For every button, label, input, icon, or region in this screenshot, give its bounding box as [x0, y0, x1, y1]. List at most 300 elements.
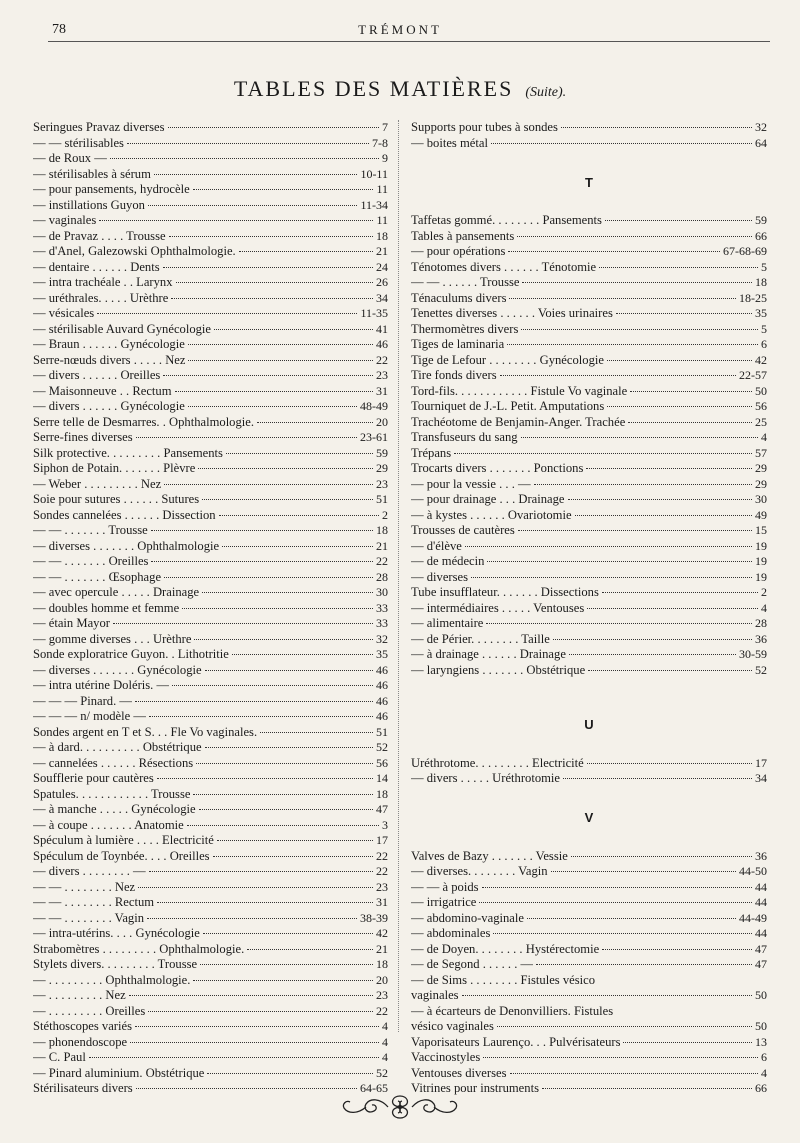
index-entry: [411, 136, 767, 152]
dot-leader: [127, 143, 369, 144]
entry-page-number: 46: [376, 693, 388, 708]
entry-page-number: 32: [755, 120, 767, 134]
dot-leader: [171, 298, 373, 299]
index-entry: [411, 415, 767, 431]
entry-page-number: 9: [382, 151, 388, 165]
entry-page-number: 4: [761, 1065, 767, 1080]
entry-label: — dentaire . . . . . . Dents: [33, 259, 160, 274]
entry-label: — Pinard aluminium. Obstétrique: [33, 1065, 205, 1080]
dot-leader: [226, 453, 373, 454]
entry-label: Sondes cannelées . . . . . . Dissection: [33, 507, 216, 522]
spacer: [411, 833, 767, 849]
dot-leader: [193, 189, 374, 190]
entry-label: — C. Paul: [33, 1050, 86, 1064]
entry-page-number: 25: [755, 414, 767, 429]
index-entry: [33, 1019, 388, 1035]
entry-label: Tord-fils. . . . . . . . . . . . Fistule Vo vaginale: [411, 383, 628, 398]
index-entry: [33, 616, 388, 632]
entry-label: — . . . . . . . . . Oreilles: [33, 1003, 146, 1018]
index-entry: [411, 477, 767, 493]
dot-leader: [517, 236, 752, 237]
entry-page-number: 17: [755, 755, 767, 770]
entry-page-number: 30-59: [739, 647, 767, 661]
index-entry: [411, 942, 767, 958]
dot-leader: [561, 127, 752, 128]
entry-page-number: 66: [755, 1081, 767, 1095]
entry-label: — diverses . . . . . . . Gynécologie: [33, 662, 202, 677]
dot-leader: [151, 530, 373, 531]
entry-page-number: 35: [376, 647, 388, 661]
entry-page-number: 47: [755, 941, 767, 956]
entry-label: — uréthrales. . . . . Urèthre: [33, 290, 169, 305]
index-entry: [411, 120, 767, 136]
index-entry: [33, 911, 388, 927]
entry-label: — d'Anel, Galezowski Ophthalmologie.: [33, 244, 236, 258]
dot-leader: [588, 670, 752, 671]
entry-page-number: 28: [755, 616, 767, 630]
dot-leader: [89, 1057, 379, 1058]
entry-label: — pour pansements, hydrocèle: [33, 182, 190, 196]
entry-label: — instillations Guyon: [33, 197, 145, 212]
entry-page-number: 6: [761, 337, 767, 351]
index-entry: [411, 446, 767, 462]
dot-leader: [607, 360, 752, 361]
index-entry: [411, 880, 767, 896]
index-entry: [33, 461, 388, 477]
entry-page-number: 7-8: [372, 135, 388, 150]
entry-page-number: 10-11: [360, 166, 388, 181]
dot-leader: [97, 313, 357, 314]
entry-label: Supports pour tubes à sondes: [411, 120, 558, 134]
index-entry: [411, 756, 767, 772]
dot-leader: [163, 375, 373, 376]
entry-page-number: 23: [376, 879, 388, 894]
dot-leader: [465, 546, 752, 547]
entry-page-number: 23: [376, 368, 388, 382]
entry-page-number: 21: [376, 538, 388, 553]
entry-label: — — . . . . . . . . Nez: [33, 879, 136, 894]
entry-label: — alimentaire: [411, 616, 484, 630]
dot-leader: [487, 561, 752, 562]
dot-leader: [518, 530, 752, 531]
section-letter: V: [584, 810, 594, 825]
index-entry: [33, 864, 388, 880]
dot-leader: [113, 623, 373, 624]
dot-leader: [507, 344, 758, 345]
entry-label: — vésicales: [33, 306, 95, 320]
entry-page-number: 18: [376, 523, 388, 537]
entry-page-number: 2: [761, 585, 767, 599]
entry-label: — Weber . . . . . . . . . Nez: [33, 476, 162, 491]
entry-page-number: 11-34: [360, 197, 388, 212]
entry-label: — . . . . . . . . . Nez: [33, 988, 126, 1002]
dot-leader: [136, 1088, 357, 1089]
dot-leader: [605, 220, 752, 221]
dot-leader: [202, 592, 373, 593]
index-entry: [411, 926, 767, 942]
entry-page-number: 51: [376, 492, 388, 506]
dot-leader: [527, 918, 736, 919]
dot-leader: [182, 608, 373, 609]
dot-leader: [188, 360, 373, 361]
entry-page-number: 21: [376, 244, 388, 258]
entry-page-number: 44-49: [739, 910, 767, 925]
entry-label: — — . . . . . . . . Vagin: [33, 910, 145, 925]
entry-page-number: 3: [382, 817, 388, 832]
entry-page-number: 66: [755, 228, 767, 243]
entry-label: Stérilisateurs divers: [33, 1081, 133, 1095]
index-entry: [411, 973, 767, 989]
entry-label: — divers . . . . . . . . —: [33, 864, 146, 878]
dot-leader: [247, 949, 373, 950]
index-entry: [411, 601, 767, 617]
spacer: [411, 678, 767, 709]
dot-leader: [175, 391, 373, 392]
entry-label: — de Doyen. . . . . . . . Hystérectomie: [411, 941, 600, 956]
entry-label: Soie pour sutures . . . . . . Sutures: [33, 492, 200, 506]
spacer: [411, 740, 767, 756]
dot-leader: [628, 422, 752, 423]
index-entry: [411, 353, 767, 369]
entry-label: — — — Pinard. —: [33, 693, 132, 708]
index-entry: [33, 632, 388, 648]
index-entry: [411, 275, 767, 291]
index-entry: [411, 864, 767, 880]
index-entry: [411, 1004, 767, 1020]
entry-page-number: 35: [755, 306, 767, 320]
entry-page-number: 18-25: [739, 290, 767, 305]
entry-label: Tables à pansements: [411, 228, 515, 243]
entry-label: Ténotomes divers . . . . . . Ténotomie: [411, 259, 597, 274]
index-entry: [411, 508, 767, 524]
entry-page-number: 20: [376, 414, 388, 429]
dot-leader: [222, 546, 373, 547]
dot-leader: [200, 964, 373, 965]
entry-label: Taffetas gommé. . . . . . . . Pansements: [411, 213, 602, 227]
dot-leader: [563, 778, 752, 779]
dot-leader: [202, 499, 373, 500]
index-entry: [33, 957, 388, 973]
dot-leader: [553, 639, 752, 640]
entry-page-number: 33: [376, 616, 388, 630]
index-entry: [33, 399, 388, 415]
entry-label: — pour drainage . . . Drainage: [411, 492, 565, 506]
entry-label: — à dard. . . . . . . . . . Obstétrique: [33, 740, 202, 754]
entry-label: Ténaculums divers: [411, 290, 507, 305]
entry-label: — de Périer. . . . . . . . Taille: [411, 631, 550, 646]
entry-label: — Braun . . . . . . Gynécologie: [33, 337, 185, 351]
index-entry: [411, 337, 767, 353]
entry-page-number: 22: [376, 1003, 388, 1018]
index-entry: [33, 849, 388, 865]
index-entry: [33, 151, 388, 167]
entry-label: — de médecin: [411, 554, 485, 568]
dot-leader: [623, 1042, 752, 1043]
entry-page-number: 41: [376, 321, 388, 336]
index-entry: [33, 229, 388, 245]
dot-leader: [219, 515, 379, 516]
entry-label: Vaporisateurs Laurenço. . . Pulvérisateurs: [411, 1034, 621, 1049]
entry-label: — de Pravaz . . . . Trousse: [33, 228, 166, 243]
entry-label: Serre-fines diverses: [33, 430, 133, 444]
index-entry: [33, 492, 388, 508]
title-suite: (Suite).: [525, 85, 567, 100]
entry-label: — — . . . . . . Trousse: [411, 275, 520, 289]
entry-page-number: 34: [376, 290, 388, 305]
entry-page-number: 23-61: [360, 430, 388, 444]
dot-leader: [260, 732, 373, 733]
entry-page-number: 30: [376, 585, 388, 599]
entry-label: Valves de Bazy . . . . . . . Vessie: [411, 848, 568, 863]
index-entry: [33, 1050, 388, 1066]
entry-page-number: 20: [376, 972, 388, 987]
dot-leader: [587, 763, 752, 764]
index-entry: [33, 771, 388, 787]
spacer: [411, 151, 767, 167]
ornament-flourish: [330, 1092, 470, 1122]
entry-page-number: 31: [376, 895, 388, 909]
dot-leader: [168, 127, 380, 128]
entry-page-number: 46: [376, 337, 388, 351]
spacer: [411, 198, 767, 214]
entry-page-number: 59: [755, 213, 767, 227]
entry-label: — pour la vessie . . . —: [411, 476, 531, 491]
entry-page-number: 17: [376, 833, 388, 847]
dot-leader: [164, 484, 373, 485]
index-entry: [33, 818, 388, 834]
dot-leader: [239, 251, 373, 252]
entry-page-number: 21: [376, 941, 388, 956]
entry-page-number: 42: [755, 352, 767, 367]
entry-label: Sonde exploratrice Guyon. . Lithotritie: [33, 647, 229, 661]
entry-page-number: 11-35: [360, 306, 388, 320]
entry-page-number: 30: [755, 492, 767, 506]
dot-leader: [188, 406, 357, 407]
index-entry: [33, 477, 388, 493]
dot-leader: [508, 251, 720, 252]
entry-page-number: 52: [376, 1065, 388, 1080]
index-entry: [411, 322, 767, 338]
index-entry: [33, 446, 388, 462]
index-entry: [33, 570, 388, 586]
entry-page-number: 52: [755, 662, 767, 677]
dot-leader: [587, 608, 758, 609]
index-entry: [411, 647, 767, 663]
dot-leader: [483, 1057, 758, 1058]
entry-label: — abdominales: [411, 926, 491, 940]
entry-page-number: 32: [376, 631, 388, 646]
dot-leader: [599, 267, 758, 268]
entry-page-number: 52: [376, 740, 388, 754]
index-entry: [33, 678, 388, 694]
index-entry: [33, 787, 388, 803]
dot-leader: [551, 871, 736, 872]
index-entry: [33, 1066, 388, 1082]
dot-leader: [154, 174, 358, 175]
column-divider: [398, 120, 399, 1032]
entry-label: Sondes argent en T et S. . . Fle Vo vaginales.: [33, 724, 258, 739]
entry-page-number: 28: [376, 569, 388, 584]
entry-page-number: 22: [376, 554, 388, 568]
index-entry: [411, 957, 767, 973]
entry-label: — étain Mayor: [33, 616, 110, 630]
index-entry: [33, 167, 388, 183]
title-main: TABLES DES MATIÈRES: [233, 76, 514, 101]
entry-label: — intra trachéale . . Larynx: [33, 275, 173, 289]
entry-page-number: 42: [376, 926, 388, 940]
index-entry: [33, 523, 388, 539]
dot-leader: [497, 1026, 752, 1027]
entry-label: — divers . . . . . . Oreilles: [33, 368, 161, 382]
index-entry: [411, 616, 767, 632]
entry-label: — à kystes . . . . . . Ovariotomie: [411, 507, 572, 522]
entry-page-number: 4: [382, 1019, 388, 1033]
entry-label: Tenettes diverses . . . . . . Voies urinaires: [411, 306, 613, 320]
entry-page-number: 47: [376, 802, 388, 816]
entry-page-number: 19: [755, 569, 767, 584]
entry-label: Serre-nœuds divers . . . . . Nez: [33, 352, 186, 367]
dot-leader: [172, 685, 373, 686]
entry-label: — de Segond . . . . . . —: [411, 957, 534, 971]
dot-leader: [164, 577, 373, 578]
entry-label: — boites métal: [411, 135, 488, 150]
entry-page-number: 4: [761, 600, 767, 615]
entry-label: vaginales: [411, 988, 459, 1002]
index-entry: [411, 523, 767, 539]
dot-leader: [586, 468, 752, 469]
entry-page-number: 6: [761, 1050, 767, 1064]
entry-label: — divers . . . . . Uréthrotomie: [411, 771, 560, 785]
index-entry: [33, 368, 388, 384]
index-entry: [33, 322, 388, 338]
index-entry: [33, 601, 388, 617]
entry-page-number: 31: [376, 383, 388, 398]
dot-leader: [491, 143, 752, 144]
dot-leader: [479, 902, 752, 903]
entry-page-number: 48-49: [360, 399, 388, 413]
entry-page-number: 36: [755, 848, 767, 863]
index-column-right: [411, 120, 767, 1097]
index-entry: [411, 291, 767, 307]
dot-leader: [203, 933, 373, 934]
entry-page-number: 14: [376, 771, 388, 785]
index-entry: [411, 988, 767, 1004]
dot-leader: [542, 1088, 752, 1089]
index-entry: [33, 539, 388, 555]
dot-leader: [129, 995, 373, 996]
dot-leader: [493, 933, 752, 934]
index-entry: [33, 988, 388, 1004]
entry-label: Trocarts divers . . . . . . . Ponctions: [411, 461, 584, 475]
dot-leader: [148, 205, 357, 206]
entry-label: Tiges de laminaria: [411, 337, 505, 351]
index-entry: [411, 554, 767, 570]
dot-leader: [205, 747, 373, 748]
index-entry: [411, 492, 767, 508]
entry-label: — diverses: [411, 569, 469, 584]
entry-page-number: 24: [376, 259, 388, 274]
entry-label: — stérilisable Auvard Gynécologie: [33, 321, 212, 336]
dot-leader: [188, 344, 373, 345]
entry-label: — . . . . . . . . . Ophthalmologie.: [33, 972, 191, 987]
dot-leader: [571, 856, 752, 857]
section-letter: T: [585, 174, 593, 190]
index-entry: [33, 895, 388, 911]
entry-label: Thermomètres divers: [411, 321, 519, 336]
entry-label: — à drainage . . . . . . Drainage: [411, 647, 566, 661]
index-entry: [411, 368, 767, 384]
entry-label: Stéthoscopes variés: [33, 1019, 132, 1033]
index-entry: [33, 244, 388, 260]
entry-label: Tire fonds divers: [411, 368, 497, 382]
entry-label: Spéculum à lumière . . . . Electricité: [33, 833, 214, 847]
index-entry: [411, 1035, 767, 1051]
index-entry: [33, 554, 388, 570]
index-entry: [33, 415, 388, 431]
entry-page-number: 11: [376, 213, 388, 227]
index-entry: [411, 244, 767, 260]
entry-page-number: 22: [376, 352, 388, 367]
entry-label: Uréthrotome. . . . . . . . . Electricité: [411, 755, 584, 770]
header-rule: [48, 41, 770, 42]
entry-page-number: 64-65: [360, 1081, 388, 1095]
entry-label: — Maisonneuve . . Rectum: [33, 383, 172, 398]
index-entry: [33, 260, 388, 276]
entry-page-number: 47: [755, 957, 767, 971]
entry-label: — laryngiens . . . . . . . Obstétrique: [411, 662, 586, 677]
index-entry: [33, 647, 388, 663]
entry-label: Spatules. . . . . . . . . . . . Trousse: [33, 786, 191, 801]
index-entry: [411, 1019, 767, 1035]
entry-page-number: 33: [376, 600, 388, 615]
dot-leader: [214, 329, 373, 330]
index-entry: [33, 740, 388, 756]
dot-leader: [199, 809, 373, 810]
entry-label: — abdomino-vaginale: [411, 910, 524, 925]
index-entry: [411, 399, 767, 415]
entry-page-number: 18: [755, 275, 767, 289]
dot-leader: [187, 825, 379, 826]
entry-label: — — . . . . . . . Œsophage: [33, 569, 162, 584]
entry-page-number: 59: [376, 445, 388, 460]
dot-leader: [482, 887, 752, 888]
dot-leader: [193, 980, 373, 981]
entry-page-number: 57: [755, 445, 767, 460]
entry-page-number: 64: [755, 135, 767, 150]
dot-leader: [163, 267, 373, 268]
dot-leader: [602, 949, 752, 950]
dot-leader: [602, 592, 758, 593]
entry-page-number: 46: [376, 709, 388, 723]
entry-label: — gomme diverses . . . Urèthre: [33, 631, 192, 646]
entry-label: — — — n/ modèle —: [33, 709, 146, 723]
dot-leader: [198, 468, 373, 469]
index-entry: [33, 880, 388, 896]
index-entry: [411, 771, 767, 787]
entry-page-number: 36: [755, 631, 767, 646]
entry-page-number: 4: [382, 1050, 388, 1064]
entry-label: — divers . . . . . . Gynécologie: [33, 399, 185, 413]
dot-leader: [130, 1042, 379, 1043]
dot-leader: [193, 794, 373, 795]
entry-page-number: 7: [382, 120, 388, 134]
dot-leader: [213, 856, 373, 857]
entry-label: — pour opérations: [411, 244, 506, 258]
entry-page-number: 38-39: [360, 910, 388, 925]
entry-label: — doubles homme et femme: [33, 600, 180, 615]
section-letter: U: [584, 717, 594, 732]
entry-page-number: 56: [376, 755, 388, 770]
